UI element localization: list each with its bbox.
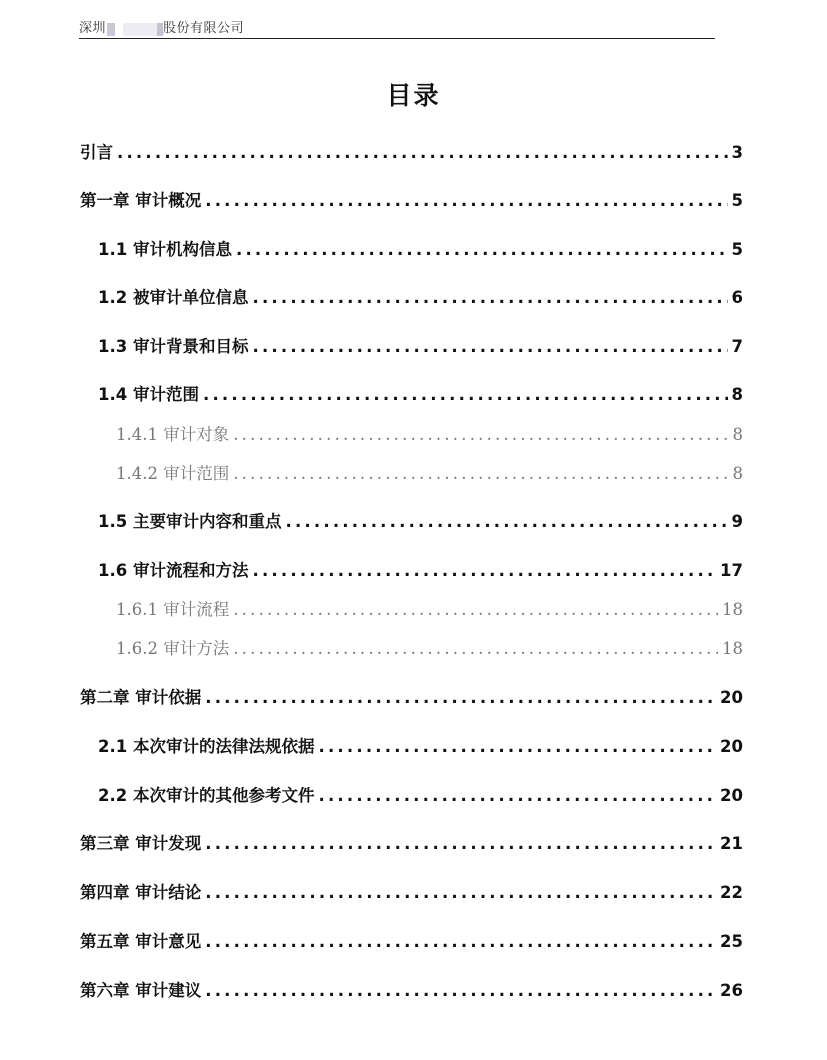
page-title: 目录 (386, 81, 441, 110)
toc-entry-page: 20 (720, 688, 743, 707)
toc-entry-page: 18 (722, 600, 743, 619)
toc-entry[interactable] (116, 421, 743, 445)
toc-leader-dots (236, 240, 728, 259)
toc-entry[interactable] (80, 830, 743, 854)
toc-leader-dots (205, 191, 727, 210)
redaction-mark (123, 23, 157, 36)
toc-entry-label: 第五章 审计意见 (80, 932, 202, 951)
toc-entry-page: 5 (731, 240, 743, 259)
toc-entry[interactable] (116, 635, 743, 659)
toc-leader-dots (318, 737, 716, 756)
toc-leader-dots (233, 600, 718, 619)
toc-entry-page: 25 (720, 932, 743, 951)
toc-entry-label: 1.5 主要审计内容和重点 (98, 512, 282, 531)
toc-leader-dots (203, 385, 728, 404)
toc-entry-label: 第四章 审计结论 (80, 883, 202, 902)
toc-leader-dots (205, 688, 716, 707)
toc-leader-dots (205, 932, 716, 951)
toc-leader-dots (205, 834, 716, 853)
toc-entry-label: 1.6 审计流程和方法 (98, 561, 249, 580)
toc-leader-dots (233, 464, 728, 483)
toc-leader-dots (318, 786, 716, 805)
toc-entry-label: 1.2 被审计单位信息 (98, 288, 249, 307)
toc-leader-dots (205, 883, 716, 902)
toc-entry-page: 3 (731, 143, 743, 162)
toc-entry-page: 20 (720, 737, 743, 756)
toc-entry-label: 第三章 审计发现 (80, 834, 202, 853)
toc-leader-dots (233, 425, 728, 444)
toc-entry[interactable] (98, 381, 743, 405)
header-company-prefix: 深圳 (79, 21, 107, 36)
toc-entry[interactable] (80, 977, 743, 1001)
toc-leader-dots (252, 337, 727, 356)
toc-entry-page: 5 (731, 191, 743, 210)
toc-leader-dots (205, 981, 716, 1000)
toc-entry-label: 1.6.2 审计方法 (116, 639, 230, 658)
toc-leader-dots (285, 512, 727, 531)
toc-entry-label: 1.4.1 审计对象 (116, 425, 230, 444)
redaction-mark (107, 23, 115, 36)
toc-entry[interactable] (98, 333, 743, 357)
toc-entry[interactable] (80, 879, 743, 903)
toc-entry-label: 2.1 本次审计的法律法规依据 (98, 737, 315, 756)
toc-entry-page: 9 (731, 512, 743, 531)
toc-entry-label: 1.4.2 审计范围 (116, 464, 230, 483)
toc-entry-page: 6 (731, 288, 743, 307)
toc-entry[interactable] (98, 236, 743, 260)
toc-entry-label: 第一章 审计概况 (80, 191, 202, 210)
toc-entry[interactable] (80, 187, 743, 211)
toc-entry[interactable] (98, 284, 743, 308)
toc-entry-label: 1.1 审计机构信息 (98, 240, 232, 259)
toc-entry[interactable] (116, 596, 743, 620)
page-header (79, 20, 715, 39)
toc-entry[interactable] (116, 460, 743, 484)
toc-entry[interactable] (98, 557, 743, 581)
toc-entry-page: 20 (720, 786, 743, 805)
toc-entry-page: 7 (731, 337, 743, 356)
toc-entry-label: 1.3 审计背景和目标 (98, 337, 249, 356)
toc-entry-page: 8 (732, 464, 743, 483)
toc-entry[interactable] (80, 684, 743, 708)
toc-entry-page: 18 (722, 639, 743, 658)
toc-entry-page: 26 (720, 981, 743, 1000)
toc-entry-page: 8 (731, 385, 743, 404)
toc-entry-label: 第六章 审计建议 (80, 981, 202, 1000)
toc-entry-page: 8 (732, 425, 743, 444)
toc-entry[interactable] (98, 733, 743, 757)
toc-entry-page: 22 (720, 883, 743, 902)
toc-entry-page: 21 (720, 834, 743, 853)
toc-leader-dots (252, 288, 727, 307)
toc-entry[interactable] (80, 139, 743, 163)
toc-leader-dots (252, 561, 716, 580)
toc-entry-label: 2.2 本次审计的其他参考文件 (98, 786, 315, 805)
toc-entry[interactable] (98, 782, 743, 806)
toc-entry-label: 第二章 审计依据 (80, 688, 202, 707)
toc-leader-dots (233, 639, 718, 658)
toc-entry-label: 1.4 审计范围 (98, 385, 199, 404)
toc-entry-label: 引言 (80, 143, 113, 162)
toc-leader-dots (117, 143, 728, 162)
toc-entry-label: 1.6.1 审计流程 (116, 600, 230, 619)
toc-entry[interactable] (80, 928, 743, 952)
toc-entry-page: 17 (720, 561, 743, 580)
toc-entry[interactable] (98, 508, 743, 532)
header-company-suffix: 股份有限公司 (163, 21, 245, 36)
